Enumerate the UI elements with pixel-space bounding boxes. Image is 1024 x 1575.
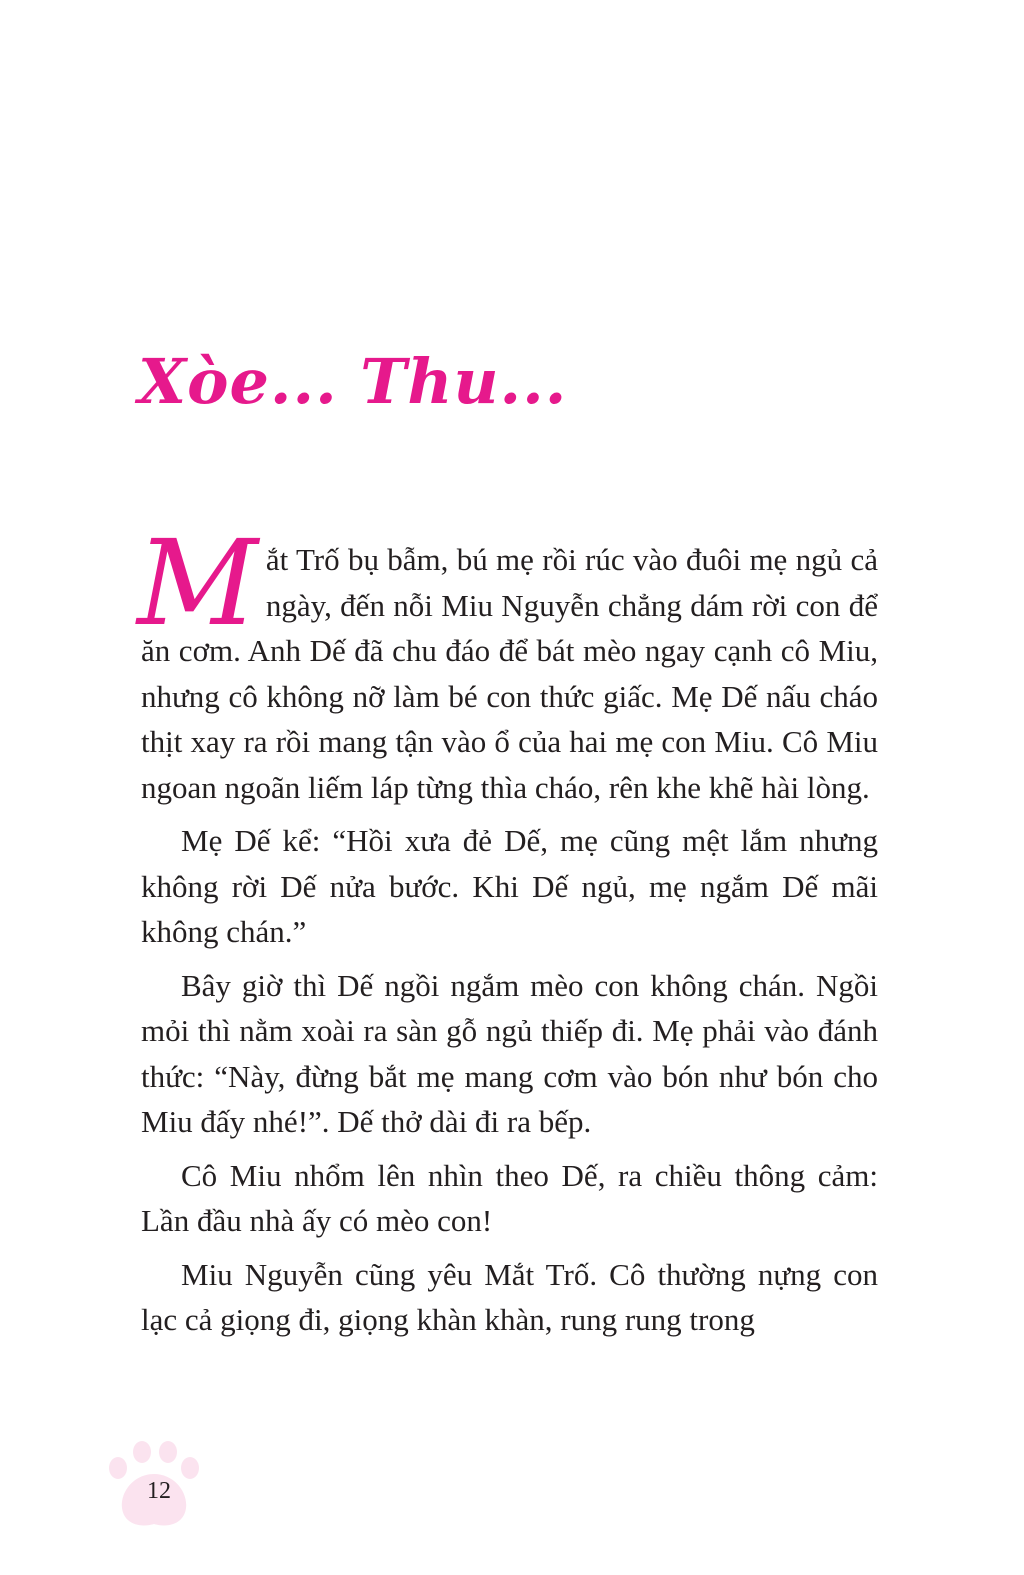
page-footer xyxy=(104,1440,204,1550)
drop-cap: M xyxy=(137,514,258,652)
paragraph-1-text: ắt Trố bụ bẫm, bú mẹ rồi rúc vào đuôi mẹ ngủ cả ngày, đến nỗi Miu Nguyễn chẳng dám rời con để ăn cơm. Anh Dế đã chu đáo để bát mèo ngay cạnh cô Miu, nhưng cô không nỡ làm bé con thức giấc. Mẹ Dế nấu cháo thịt xay ra rồi mang tận vào ổ của hai mẹ con Miu. Cô Miu ngoan ngoãn liếm láp từng thìa cháo, rên khe khẽ hài lòng. xyxy=(141,542,878,805)
paragraph-1 xyxy=(137,514,878,810)
chapter-title: Xòe... Thu... xyxy=(138,344,568,418)
paragraph-5: Miu Nguyễn cũng yêu Mắt Trố. Cô thường nựng con lạc cả giọng đi, giọng khàn khàn, rung rung trong xyxy=(141,1256,878,1337)
paragraph-2: Mẹ Dế kể: “Hồi xưa đẻ Dế, mẹ cũng mệt lắm nhưng không rời Dế nửa bước. Khi Dế ngủ, mẹ ngắm Dế mãi không chán.” xyxy=(141,823,878,949)
paragraph-3: Bây giờ thì Dế ngồi ngắm mèo con không chán. Ngồi mỏi thì nằm xoài ra sàn gỗ ngủ thiếp đi. Mẹ phải vào đánh thức: “Này, đừng bắt mẹ mang cơm vào bón như bón cho Miu đấy nhé!”. Dế thở dài đi ra bếp. xyxy=(141,967,878,1139)
page-number: 12 xyxy=(147,1478,171,1504)
body-text xyxy=(137,514,878,1343)
paragraph-4: Cô Miu nhổm lên nhìn theo Dế, ra chiều thông cảm: Lần đầu nhà ấy có mèo con! xyxy=(141,1157,878,1238)
